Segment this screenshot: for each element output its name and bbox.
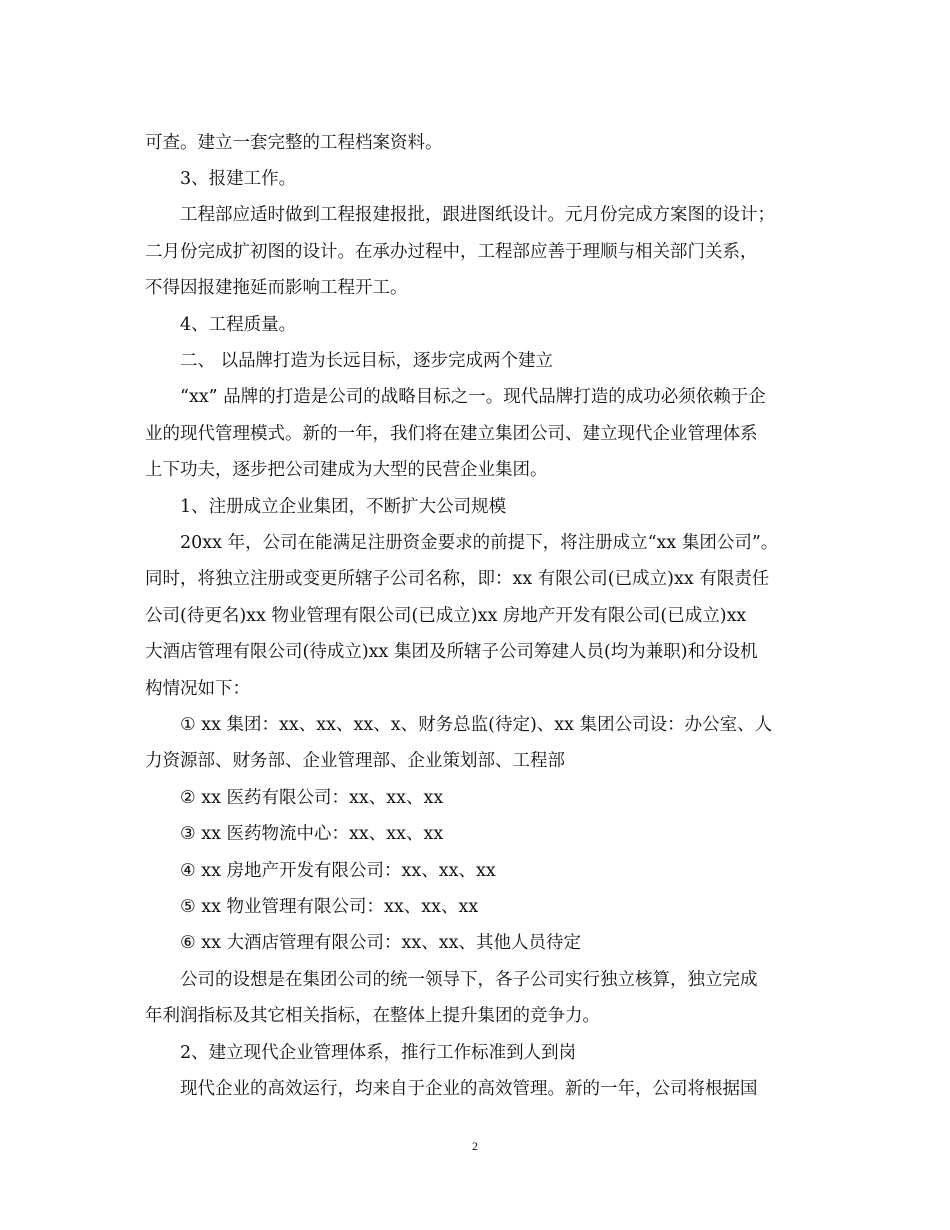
text-line: 构情况如下： <box>145 679 250 699</box>
list-item: ④ xx 房地产开发有限公司：xx、xx、xx <box>180 861 496 881</box>
text-line: 同时，将独立注册或变更所辖子公司名称，即：xx 有限公司(已成立)xx 有限责任 <box>145 569 770 589</box>
text-line: 工程部应适时做到工程报建报批，跟进图纸设计。元月份完成方案图的设计； <box>180 205 775 225</box>
text-line: 3、报建工作。 <box>180 169 297 189</box>
list-item: ⑤ xx 物业管理有限公司：xx、xx、xx <box>180 897 479 917</box>
list-item: ① xx 集团：xx、xx、xx、x、财务总监(待定)、xx 集团公司设：办公室、人 <box>180 715 773 735</box>
text-line: 可查。建立一套完整的工程档案资料。 <box>145 133 443 153</box>
section-heading: 二、 以品牌打造为长远目标，逐步完成两个建立 <box>180 351 554 371</box>
text-line: 力资源部、财务部、企业管理部、企业策划部、工程部 <box>145 751 565 771</box>
text-line: 大酒店管理有限公司(待成立)xx 集团及所辖子公司筹建人员(均为兼职)和分设机 <box>145 642 758 662</box>
text-line: 二月份完成扩初图的设计。在承办过程中，工程部应善于理顺与相关部门关系， <box>145 242 758 262</box>
list-item: ⑥ xx 大酒店管理有限公司：xx、xx、其他人员待定 <box>180 933 582 953</box>
subsection-heading: 1、注册成立企业集团，不断扩大公司规模 <box>180 497 507 517</box>
page-number: 2 <box>472 1139 478 1153</box>
text-line: 年利润指标及其它相关指标，在整体上提升集团的竞争力。 <box>145 1006 600 1026</box>
list-item: ③ xx 医药物流中心：xx、xx、xx <box>180 824 444 844</box>
text-line: 公司(待更名)xx 物业管理有限公司(已成立)xx 房地产开发有限公司(已成立)xx <box>145 606 747 626</box>
list-item: ② xx 医药有限公司：xx、xx、xx <box>180 788 444 808</box>
text-line: 现代企业的高效运行，均来自于企业的高效管理。新的一年，公司将根据国 <box>180 1079 758 1099</box>
text-line: 上下功夫，逐步把公司建成为大型的民营企业集团。 <box>145 460 548 480</box>
text-line: 业的现代管理模式。新的一年，我们将在建立集团公司、建立现代企业管理体系 <box>145 424 758 444</box>
text-line: 不得因报建拖延而影响工程开工。 <box>145 278 408 298</box>
subsection-heading: 2、建立现代企业管理体系，推行工作标准到人到岗 <box>180 1043 577 1063</box>
text-line: “xx” 品牌的打造是公司的战略目标之一。现代品牌打造的成功必须依赖于企 <box>180 387 766 407</box>
text-line: 4、工程质量。 <box>180 315 297 335</box>
text-line: 公司的设想是在集团公司的统一领导下，各子公司实行独立核算，独立完成 <box>180 970 758 990</box>
text-line: 20xx 年，公司在能满足注册资金要求的前提下，将注册成立“xx 集团公司”。 <box>180 533 779 553</box>
